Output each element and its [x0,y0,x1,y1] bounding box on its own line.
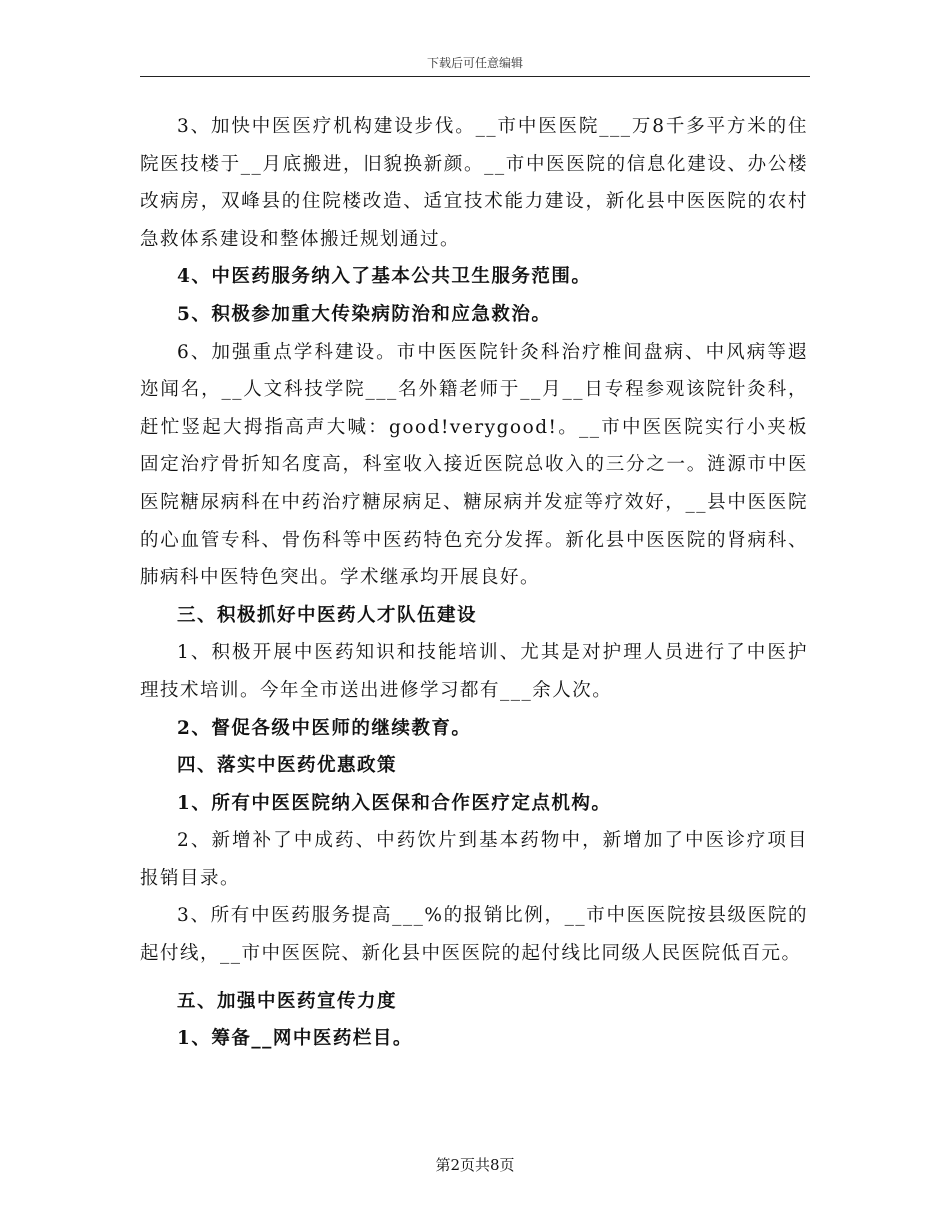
paragraph-6-key-disciplines: 6、加强重点学科建设。市中医医院针灸科治疗椎间盘病、中风病等遐迩闻名，__人文科技学院___名外籍老师于__月__日专程参观该院针灸科，赶忙竖起大拇指高声大喊：good!verygood!。__市中医医院实行小夹板固定治疗骨折知名度高，科室收入接近医院总收入的三分之一。涟源市中医医院糖尿病科在中药治疗糖尿病足、糖尿病并发症等疗效好，__县中医医院的心血管专科、骨伤科等中医药特色充分发挥。新化县中医医院的肾病科、肺病科中医特色突出。学术继承均开展良好。 [140,341,808,589]
document-body [140,108,808,1058]
paragraph-training: 1、积极开展中医药知识和技能培训、尤其是对护理人员进行了中医护理技术培训。今年全市送出进修学习都有___余人次。 [140,642,808,701]
paragraph-insurance: 1、所有中医医院纳入医保和合作医疗定点机构。 [177,792,612,814]
paragraph-reimbursement: 3、所有中医药服务提高___%的报销比例，__市中医医院按县级医院的起付线，__市中医医院、新化县中医医院的起付线比同级人民医院低百元。 [140,905,808,965]
header-divider [140,76,810,77]
section-heading-3: 三、积极抓好中医药人才队伍建设 [177,604,478,626]
paragraph-3-hospital-construction: 3、加快中医医疗机构建设步伐。__市中医医院___万8千多平方米的住院医技楼于__月底搬进，旧貌换新颜。__市中医医院的信息化建设、办公楼改病房，双峰县的住院楼改造、适宜技术能力建设，新化县中医医院的农村急救体系建设和整体搬迁规划通过。 [140,116,808,250]
page-header: 下载后可任意编辑 [426,56,523,70]
paragraph-4-public-health: 4、中医药服务纳入了基本公共卫生服务范围。 [177,266,592,288]
paragraph-continuing-education: 2、督促各级中医师的继续教育。 [177,717,472,739]
section-heading-4: 四、落实中医药优惠政策 [177,755,398,777]
page-number: 第2页共8页 [435,1156,515,1174]
section-heading-5: 五、加强中医药宣传力度 [177,990,398,1012]
paragraph-essential-drugs: 2、新增补了中成药、中药饮片到基本药物中，新增加了中医诊疗项目报销目录。 [140,830,808,889]
paragraph-website-column: 1、筹备__网中医药栏目。 [177,1028,413,1050]
paragraph-5-infectious-disease: 5、积极参加重大传染病防治和应急救治。 [177,303,552,325]
